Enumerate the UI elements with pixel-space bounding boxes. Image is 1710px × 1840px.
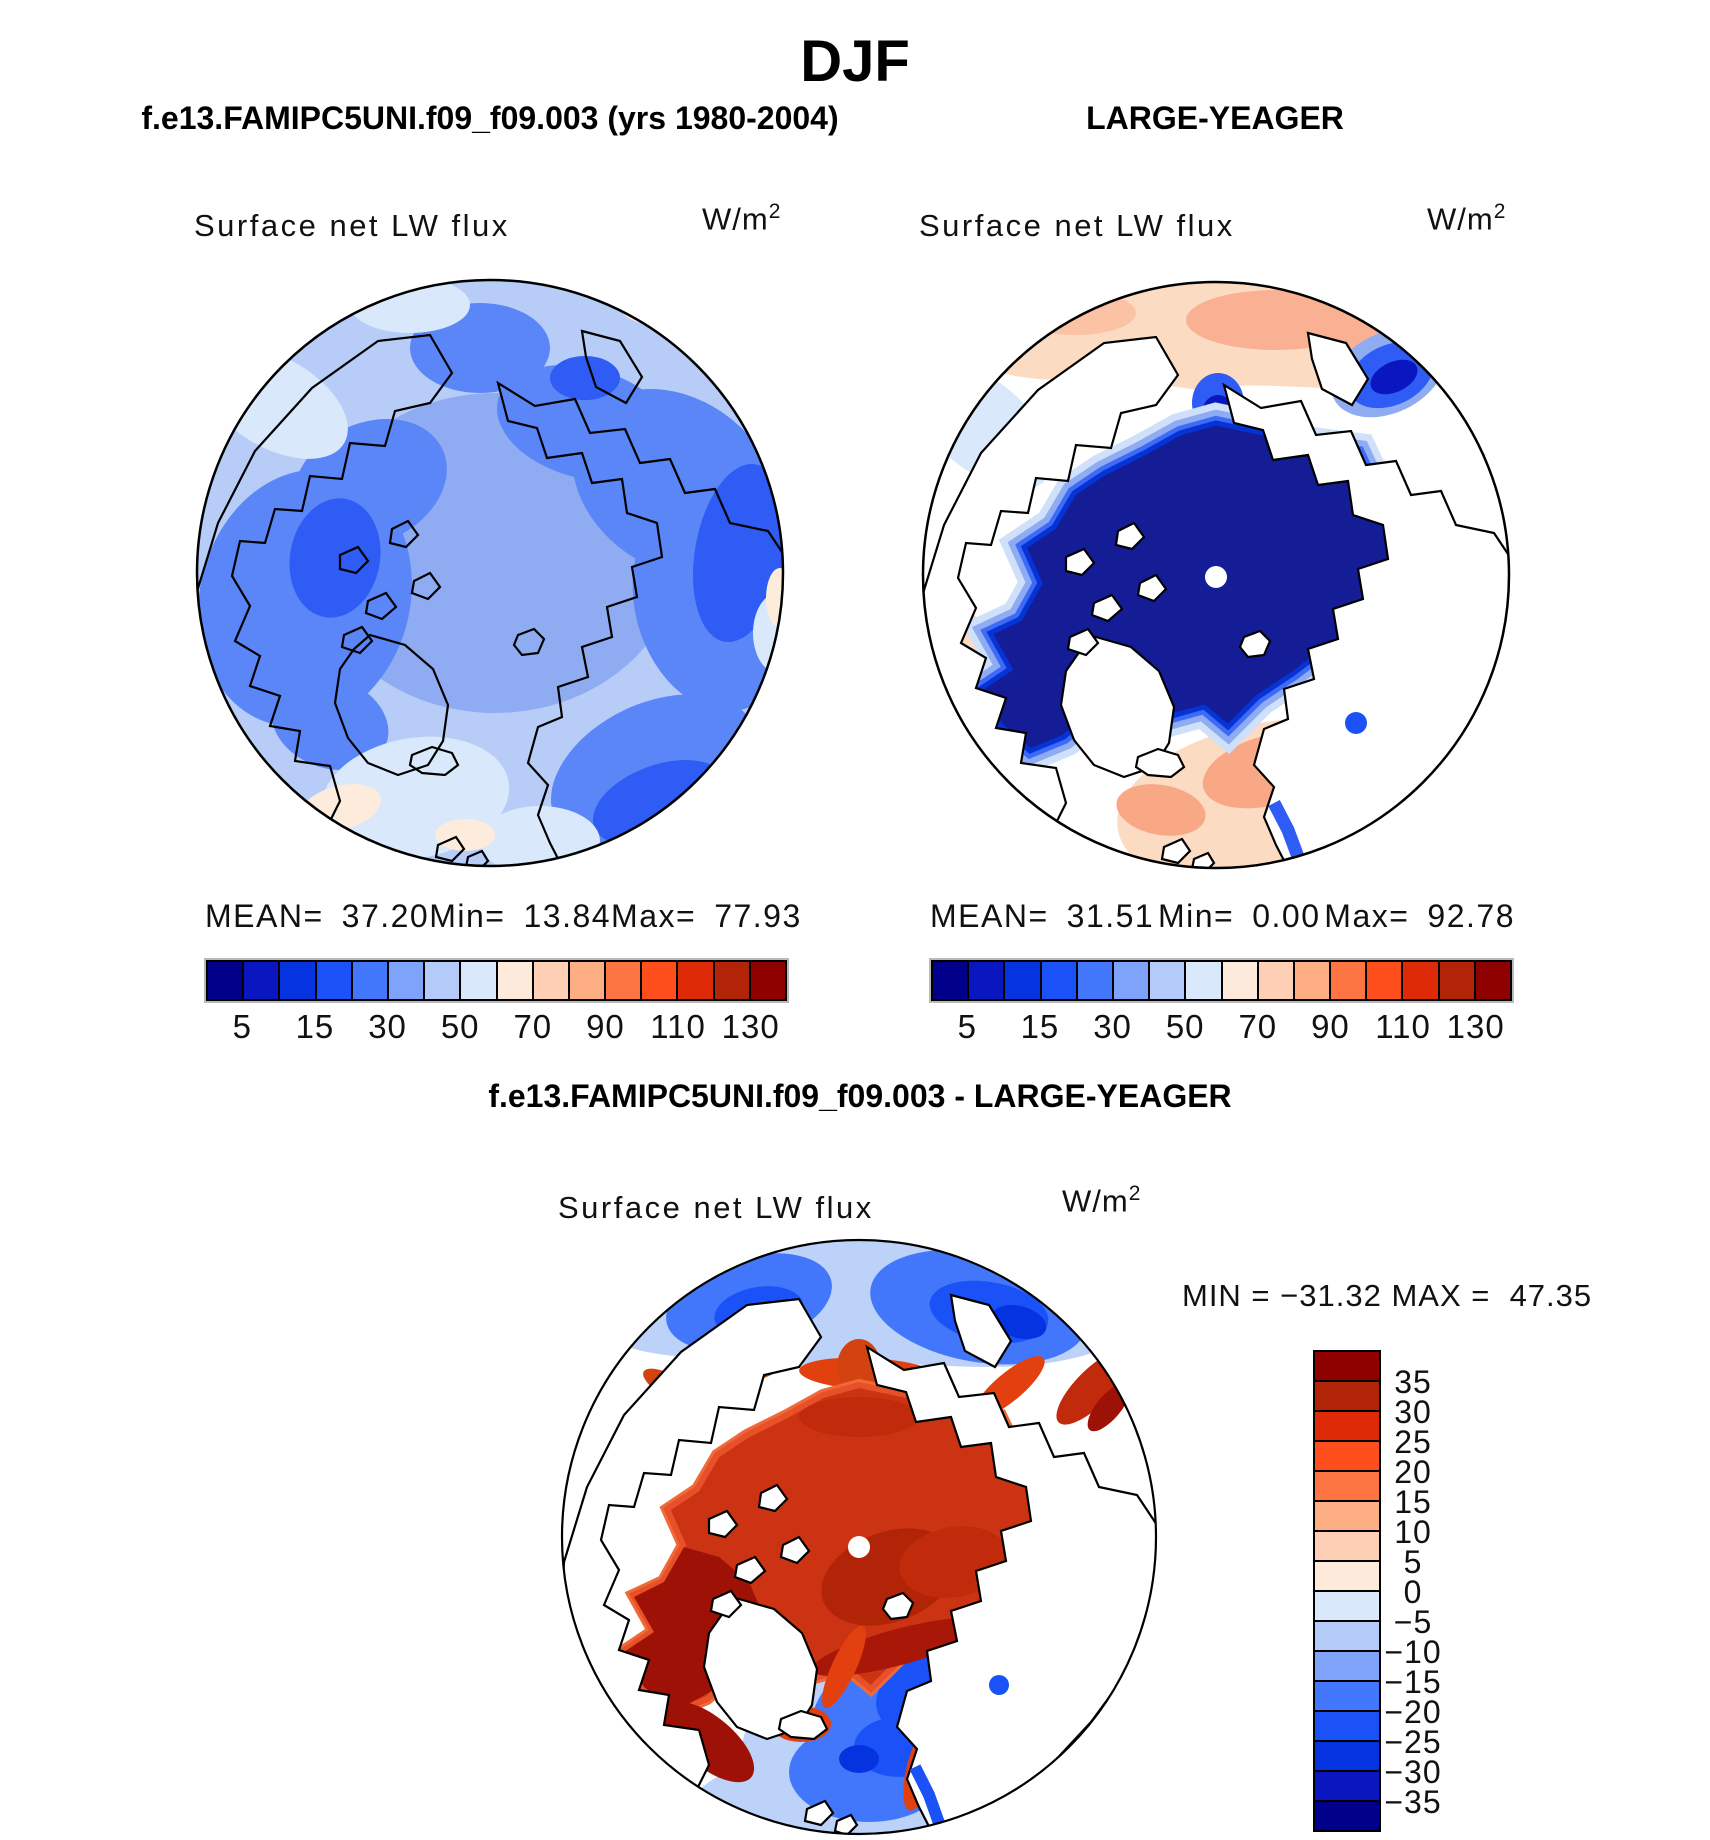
model-field-label: Surface net LW flux xyxy=(194,208,510,243)
model-map-contours xyxy=(170,277,821,883)
colorbar-cell xyxy=(208,962,242,999)
max-stat: Max= 92.78 xyxy=(1324,898,1515,934)
colorbar-tick-label: 30 xyxy=(368,1008,407,1045)
colorbar-cell xyxy=(1114,962,1148,999)
diff-colorbar-tick-label: 15 xyxy=(1394,1484,1432,1520)
colorbar-cell xyxy=(1295,962,1329,999)
contour-region xyxy=(1341,825,1461,885)
colorbar-tick-label: 130 xyxy=(721,1008,780,1045)
diff-colorbar-tick-label: −25 xyxy=(1384,1724,1442,1760)
colorbar-cell xyxy=(751,962,785,999)
obs-units-label: $W/m^2$ xyxy=(1427,200,1507,237)
diff-colorbar-tick-label: 35 xyxy=(1394,1364,1432,1400)
colorbar-tick-label: 15 xyxy=(1020,1008,1060,1045)
diff-colorbar-tick-label: 25 xyxy=(1394,1424,1432,1460)
obs-stats xyxy=(930,898,1515,935)
units-exponent: 2 xyxy=(768,200,782,223)
diff-colorbar-tick-label: −30 xyxy=(1384,1754,1442,1790)
units-exponent: 2 xyxy=(1493,200,1507,223)
diff-colorbar-tick-label: −5 xyxy=(1393,1604,1433,1640)
colorbar-cell xyxy=(317,962,351,999)
diff-colorbar-tick-label: −10 xyxy=(1384,1634,1442,1670)
model-panel-title: f.e13.FAMIPC5UNI.f09_f09.003 (yrs 1980-2004) xyxy=(141,100,839,136)
diff-colorbar-tick-label: 20 xyxy=(1394,1454,1432,1490)
model-colorbar-ticks xyxy=(206,1008,787,1048)
diff-colorbar-tick-label: 5 xyxy=(1403,1544,1423,1580)
min-stat: Min= 13.84 xyxy=(429,898,612,934)
colorbar-cell xyxy=(642,962,676,999)
diff-units-label: $W/m^2$ xyxy=(1062,1182,1142,1219)
colorbar-cell xyxy=(1331,962,1365,999)
colorbar-cell xyxy=(498,962,532,999)
colorbar-tick-label: 50 xyxy=(440,1008,480,1045)
obs-field-label: Surface net LW flux xyxy=(919,208,1235,243)
colorbar-cell xyxy=(280,962,314,999)
colorbar-cell xyxy=(1259,962,1293,999)
diff-colorbar-tick-label: −20 xyxy=(1384,1694,1442,1730)
white-sea xyxy=(989,1675,1009,1695)
diff-field-label: Surface net LW flux xyxy=(558,1190,874,1225)
pole-hole-dot xyxy=(1205,566,1227,588)
model-stats xyxy=(205,898,802,935)
units-exponent: 2 xyxy=(1128,1182,1142,1205)
colorbar-cell xyxy=(534,962,568,999)
obs-map xyxy=(916,275,1516,875)
colorbar-cell xyxy=(353,962,387,999)
model-map xyxy=(190,273,790,873)
colorbar-cell xyxy=(1367,962,1401,999)
colorbar-cell xyxy=(1150,962,1184,999)
white-sea xyxy=(1345,712,1367,734)
colorbar-tick-label: 90 xyxy=(1311,1008,1350,1045)
diff-colorbar-tick-label: 0 xyxy=(1403,1574,1423,1610)
contour-region xyxy=(839,1745,879,1773)
colorbar-cell xyxy=(570,962,604,999)
obs-colorbar-ticks xyxy=(931,1008,1512,1048)
colorbar-cell xyxy=(1403,962,1437,999)
colorbar-cell xyxy=(969,962,1003,999)
colorbar-tick-label: 130 xyxy=(1446,1008,1505,1045)
diff-colorbar-tick-label: −15 xyxy=(1384,1664,1442,1700)
colorbar-tick-label: 50 xyxy=(1165,1008,1205,1045)
contour-region xyxy=(799,1397,919,1437)
colorbar-cell xyxy=(1005,962,1039,999)
diff-colorbar-tick-label: 30 xyxy=(1394,1394,1432,1430)
max-stat: Max= 77.93 xyxy=(611,898,802,934)
diff-panel-title: f.e13.FAMIPC5UNI.f09_f09.003 - LARGE-YEAGER xyxy=(488,1078,1232,1114)
diff-colorbar-tick-label: −35 xyxy=(1384,1784,1442,1820)
diff-map xyxy=(559,1237,1159,1837)
colorbar-cell xyxy=(715,962,749,999)
min-stat: Min= 0.00 xyxy=(1157,898,1321,934)
colorbar-cell xyxy=(933,962,967,999)
colorbar-tick-label: 110 xyxy=(650,1008,706,1045)
diff-minmax: MIN = −31.32 MAX = 47.35 xyxy=(1182,1278,1593,1313)
colorbar-tick-label: 15 xyxy=(295,1008,335,1045)
season-title: DJF xyxy=(800,29,910,94)
colorbar-tick-label: 30 xyxy=(1093,1008,1132,1045)
model-units-label: $W/m^2$ xyxy=(702,200,782,237)
colorbar-cell xyxy=(425,962,459,999)
colorbar-cell xyxy=(244,962,278,999)
contour-region xyxy=(435,819,495,851)
colorbar-tick-label: 70 xyxy=(1238,1008,1278,1045)
colorbar-tick-label: 70 xyxy=(513,1008,553,1045)
mean-stat: MEAN= 37.20 xyxy=(205,898,430,934)
colorbar-cell xyxy=(1042,962,1076,999)
colorbar-cell xyxy=(389,962,423,999)
diff-colorbar-tick-label: 10 xyxy=(1394,1514,1432,1550)
colorbar-cell xyxy=(1440,962,1474,999)
obs-panel-title: LARGE-YEAGER xyxy=(1086,100,1344,136)
mean-stat: MEAN= 31.51 xyxy=(930,898,1155,934)
contour-region xyxy=(350,277,470,333)
colorbar-cell xyxy=(606,962,640,999)
colorbar-tick-label: 5 xyxy=(232,1008,252,1045)
colorbar-cell xyxy=(678,962,712,999)
colorbar-cell xyxy=(1078,962,1112,999)
diff-colorbar-ticks xyxy=(1358,1350,1468,1832)
colorbar-tick-label: 90 xyxy=(586,1008,625,1045)
colorbar-cell xyxy=(1476,962,1510,999)
colorbar-tick-label: 110 xyxy=(1375,1008,1431,1045)
colorbar-cell xyxy=(1223,962,1257,999)
model-colorbar xyxy=(206,960,787,1001)
colorbar-tick-label: 5 xyxy=(957,1008,977,1045)
colorbar-cell xyxy=(461,962,495,999)
colorbar-cell xyxy=(1186,962,1220,999)
obs-colorbar xyxy=(931,960,1512,1001)
pole-hole-dot xyxy=(848,1536,870,1558)
